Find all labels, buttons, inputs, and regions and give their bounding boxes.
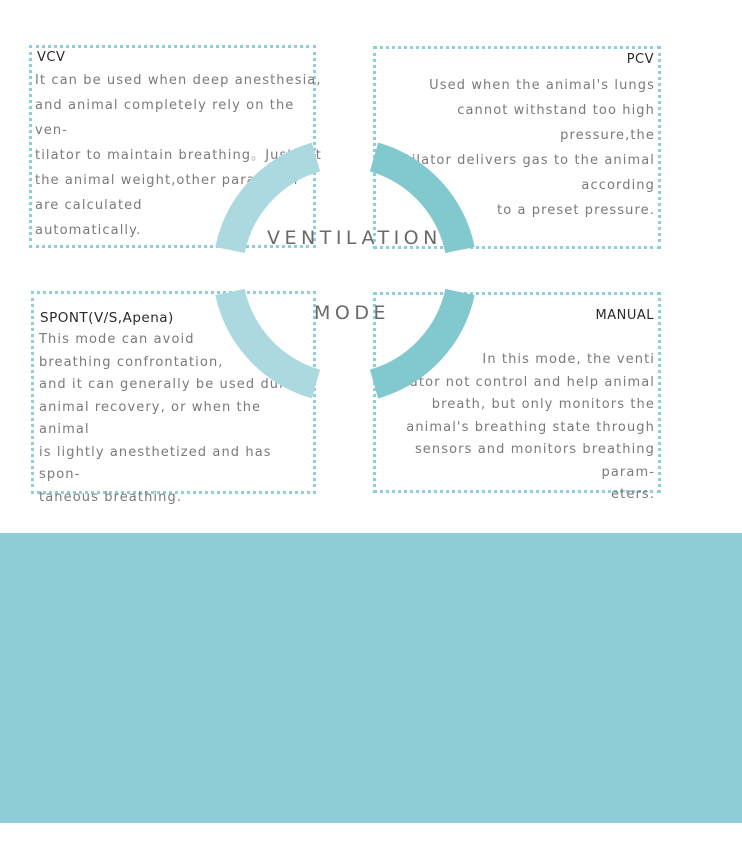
mode-description-pcv: Used when the animal's lungs cannot withstand too high pressure,the ventilator delivers gas to the animal according to a preset pressure. bbox=[378, 78, 655, 218]
teal-band bbox=[0, 533, 742, 823]
mode-title-vcv: VCV bbox=[37, 50, 66, 65]
center-title-ventilation: VENTILATION bbox=[267, 227, 442, 249]
mode-title-spont: SPONT(V/S,Apena) bbox=[40, 310, 174, 326]
ring-arc-lower-left bbox=[230, 292, 316, 384]
mode-description-manual: In this mode, the venti lator not control and help animal breath, but only monitors the animal's breathing state through sensors and monitors breathing param- eters. bbox=[405, 352, 655, 502]
mode-title-manual: MANUAL bbox=[595, 308, 654, 323]
mode-description-vcv: It can be used when deep anesthesia, and animal completely rely on the ven- tilator to maintain breathing。Just set the animal weight,other parameter are calculated automatically. bbox=[35, 73, 322, 238]
mode-description-spont: This mode can avoid breathing confrontation, and it can generally be used during animal recovery, or when the animal is lightly anesthetized and has spon- taneous breathing. bbox=[39, 332, 309, 505]
center-title-mode: MODE bbox=[314, 302, 390, 324]
mode-title-pcv: PCV bbox=[626, 52, 654, 67]
